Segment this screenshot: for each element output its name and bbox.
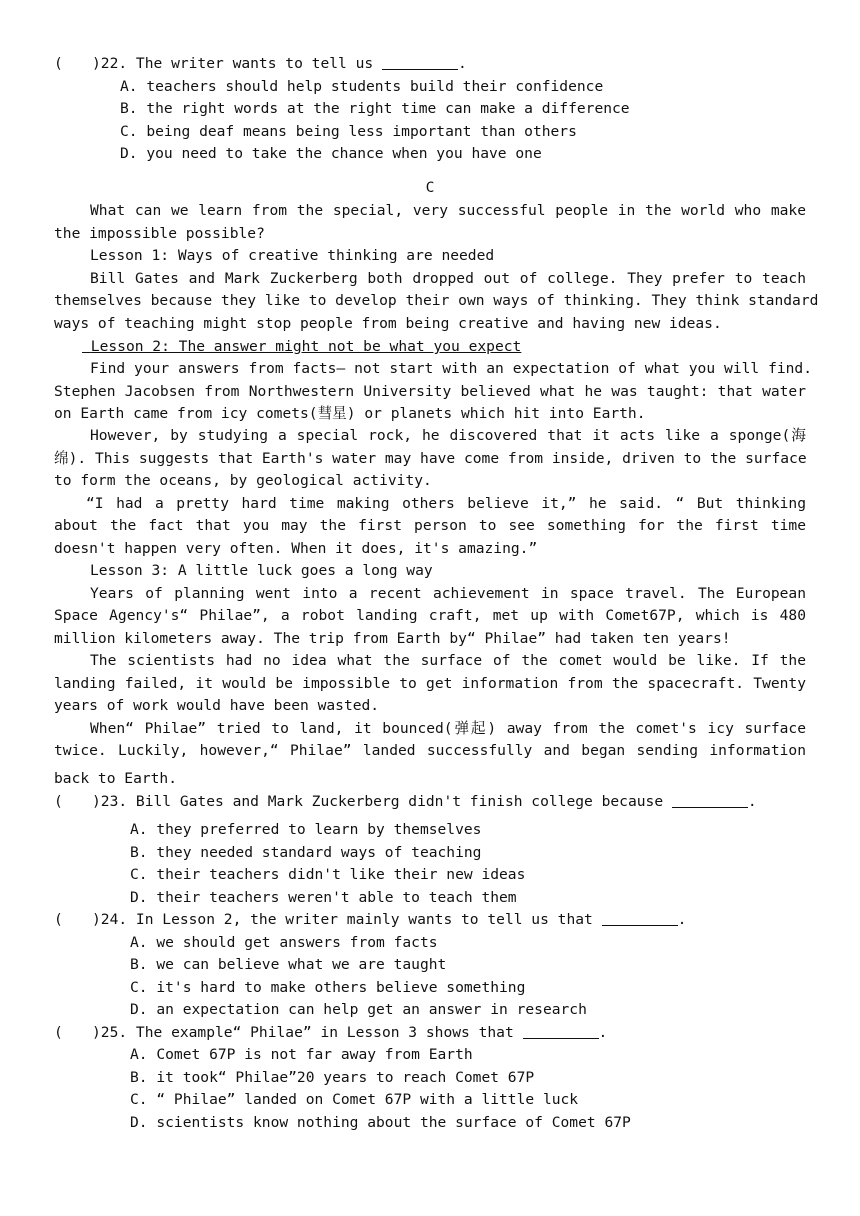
- intro-line-2: the impossible possible?: [54, 225, 265, 242]
- lesson-1-line-1: Bill Gates and Mark Zuckerberg both dropped out of college. They prefer to teach: [90, 270, 806, 287]
- lesson-3-p1-line-1: Years of planning went into a recent achievement in space travel. The European: [90, 585, 806, 602]
- option-c: C. “ Philae” landed on Comet 67P with a little luck: [130, 1091, 579, 1108]
- lesson-3-p3-line-1: When“ Philae” tried to land, it bounced(弹起) away from the comet's icy surface: [90, 720, 806, 737]
- lesson-2-p1-line-2: Stephen Jacobsen from Northwestern University believed what he was taught: that water: [54, 383, 806, 400]
- option-b: B. the right words at the right time can make a difference: [120, 100, 630, 117]
- lesson-3-p3-line-3: back to Earth.: [54, 770, 178, 787]
- answer-paren: (: [54, 911, 63, 928]
- lesson-2-p2-line-1: However, by studying a special rock, he discovered that it acts like a sponge(海: [90, 427, 806, 444]
- lesson-2-p1-line-3: on Earth came from icy comets(彗星) or planets which hit into Earth.: [54, 405, 646, 422]
- option-d: D. scientists know nothing about the surface of Comet 67P: [130, 1114, 631, 1131]
- option-c: C. their teachers didn't like their new ideas: [130, 866, 526, 883]
- lesson-2-p2-line-3: to form the oceans, by geological activity.: [54, 472, 432, 489]
- lesson-2-title: Lesson 2: The answer might not be what you expect: [90, 338, 522, 355]
- question-22-stem: [54, 54, 467, 74]
- lesson-2-p3-line-2: about the fact that you may the first person to see something for the first time: [54, 517, 806, 534]
- question-text: )22. The writer wants to tell us: [92, 55, 374, 72]
- option-b: B. it took“ Philae”20 years to reach Comet 67P: [130, 1069, 535, 1086]
- option-b: B. they needed standard ways of teaching: [130, 844, 482, 861]
- lesson-3-p2-line-1: The scientists had no idea what the surface of the comet would be like. If the: [90, 652, 806, 669]
- question-text: )24. In Lesson 2, the writer mainly wants to tell us that: [92, 911, 593, 928]
- lesson-3-p2-line-2: landing failed, it would be impossible to get information from the spacecraft. Twenty: [54, 675, 806, 692]
- question-25-stem: [54, 1023, 607, 1043]
- question-end: .: [457, 55, 467, 72]
- lesson-1-line-2: themselves because they like to develop their own ways of thinking. They think standard: [54, 292, 819, 309]
- lesson-3-title: Lesson 3: A little luck goes a long way: [90, 562, 433, 579]
- answer-paren: (: [54, 793, 63, 810]
- lesson-3-p2-line-3: years of work would have been wasted.: [54, 697, 380, 714]
- option-a: A. Comet 67P is not far away from Earth: [130, 1046, 473, 1063]
- section-label: C: [425, 179, 435, 196]
- answer-blank: [523, 1024, 599, 1039]
- question-23-stem: [54, 792, 757, 812]
- question-text: )23. Bill Gates and Mark Zuckerberg didn't finish college because: [92, 793, 664, 810]
- option-d: D. you need to take the chance when you have one: [120, 145, 542, 162]
- lesson-2-p1-line-1: Find your answers from facts— not start with an expectation of what you will find.: [90, 360, 812, 377]
- question-24-stem: [54, 910, 686, 930]
- lesson-3-p3-line-2: twice. Luckily, however,“ Philae” landed successfully and began sending information: [54, 742, 806, 759]
- lesson-3-p1-line-3: million kilometers away. The trip from Earth by“ Philae” had taken ten years!: [54, 630, 731, 647]
- lesson-2-p3-line-1: “I had a pretty hard time making others believe it,” he said. “ But thinking: [86, 495, 806, 512]
- lesson-2-p3-line-3: doesn't happen very often. When it does, it's amazing.”: [54, 540, 538, 557]
- option-a: A. teachers should help students build their confidence: [120, 78, 604, 95]
- question-end: .: [747, 793, 757, 810]
- answer-blank: [672, 793, 748, 808]
- option-c: C. it's hard to make others believe something: [130, 979, 526, 996]
- lesson-1-line-3: ways of teaching might stop people from being creative and having new ideas.: [54, 315, 722, 332]
- intro-line-1: What can we learn from the special, very successful people in the world who make: [90, 202, 806, 219]
- option-d: D. their teachers weren't able to teach them: [130, 889, 517, 906]
- lesson-3-p1-line-2: Space Agency's“ Philae”, a robot landing craft, met up with Comet67P, which is 480: [54, 607, 806, 624]
- option-a: A. they preferred to learn by themselves: [130, 821, 482, 838]
- answer-paren: (: [54, 55, 63, 72]
- option-c: C. being deaf means being less important than others: [120, 123, 577, 140]
- question-text: )25. The example“ Philae” in Lesson 3 shows that: [92, 1024, 514, 1041]
- option-a: A. we should get answers from facts: [130, 934, 438, 951]
- answer-blank: [382, 55, 458, 70]
- option-b: B. we can believe what we are taught: [130, 956, 447, 973]
- answer-blank: [602, 911, 678, 926]
- question-end: .: [677, 911, 687, 928]
- answer-paren: (: [54, 1024, 63, 1041]
- option-d: D. an expectation can help get an answer in research: [130, 1001, 587, 1018]
- lesson-2-p2-line-2: 绵). This suggests that Earth's water may have come from inside, driven to the surface: [54, 450, 807, 467]
- lesson-1-title: Lesson 1: Ways of creative thinking are needed: [90, 247, 495, 264]
- question-end: .: [598, 1024, 608, 1041]
